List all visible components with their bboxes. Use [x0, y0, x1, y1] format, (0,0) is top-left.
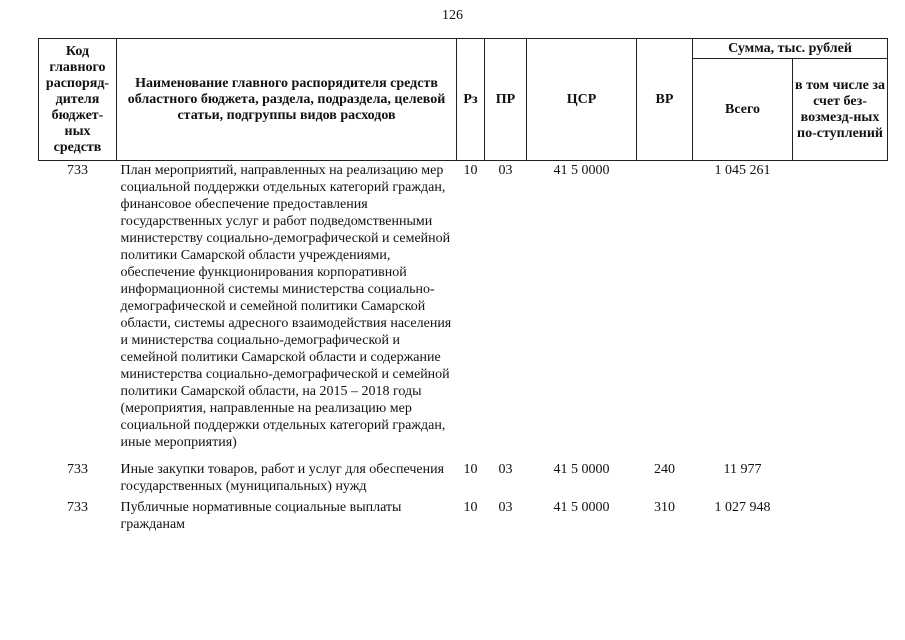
cell-free: [793, 161, 888, 452]
cell-pr: 03: [498, 500, 513, 515]
cell-free: [793, 495, 888, 533]
header-pr: ПР: [485, 39, 527, 161]
cell-rz: 10: [463, 500, 478, 515]
header-vr: ВР: [637, 39, 693, 161]
cell-code: 733: [67, 163, 88, 178]
header-name: Наименование главного распорядителя средств областного бюджета, раздела, подраздела, целевой статьи, подгруппы видов расходов: [117, 39, 457, 161]
cell-name: Иные закупки товаров, работ и услуг для обеспечения государственных (муниципальных) нужд: [120, 462, 445, 494]
cell-code: 733: [67, 500, 88, 515]
table-row: [39, 451, 888, 495]
cell-vr: 310: [654, 500, 675, 515]
header-code: Код главного распоряд-дителя бюджет-ных средств: [39, 39, 117, 161]
cell-rz: 10: [463, 462, 478, 477]
cell-vr: [637, 161, 693, 452]
page-number: 126: [442, 8, 463, 23]
table-header: [39, 39, 888, 161]
budget-table: [38, 38, 888, 533]
cell-code: 733: [67, 462, 88, 477]
cell-csr: 41 5 0000: [553, 462, 610, 477]
cell-total: 1 045 261: [714, 163, 771, 178]
cell-vr: 240: [654, 462, 675, 477]
cell-name: План мероприятий, направленных на реализацию мер социальной поддержки отдельных категорий граждан, финансовое обеспечение предоставления государственных услуг и работ подведомственными министерству социально-демографической и семейной политики Самарской области учреждениями, обеспечение функционирования корпоративной информационной системы министерства социально-демографической и семейной политики Самарской области, системы адресного взаимодействия населения и министерства социально-демографической и семейной политики Самарской области и содержание министерства социально-демографической и семейной политики Самарской области, на 2015 – 2018 годы (мероприятия, направленные на реализацию мер социальной поддержки отдельных категорий граждан, иные мероприятия): [120, 163, 452, 450]
header-rz: Рз: [457, 39, 485, 161]
cell-free: [793, 451, 888, 495]
cell-pr: 03: [498, 462, 513, 477]
header-free: в том числе за счет без-возмезд-ных по-ступлений: [793, 59, 888, 161]
table-row: [39, 495, 888, 533]
header-total: Всего: [693, 59, 793, 161]
table-row: [39, 161, 888, 452]
header-sum-group: Сумма, тыс. рублей: [693, 39, 888, 59]
header-csr: ЦСР: [527, 39, 637, 161]
cell-csr: 41 5 0000: [553, 500, 610, 515]
cell-rz: 10: [463, 163, 478, 178]
cell-pr: 03: [498, 163, 513, 178]
cell-name: Публичные нормативные социальные выплаты гражданам: [120, 500, 402, 532]
cell-total: 11 977: [723, 462, 762, 477]
cell-total: 1 027 948: [714, 500, 771, 515]
cell-csr: 41 5 0000: [553, 163, 610, 178]
